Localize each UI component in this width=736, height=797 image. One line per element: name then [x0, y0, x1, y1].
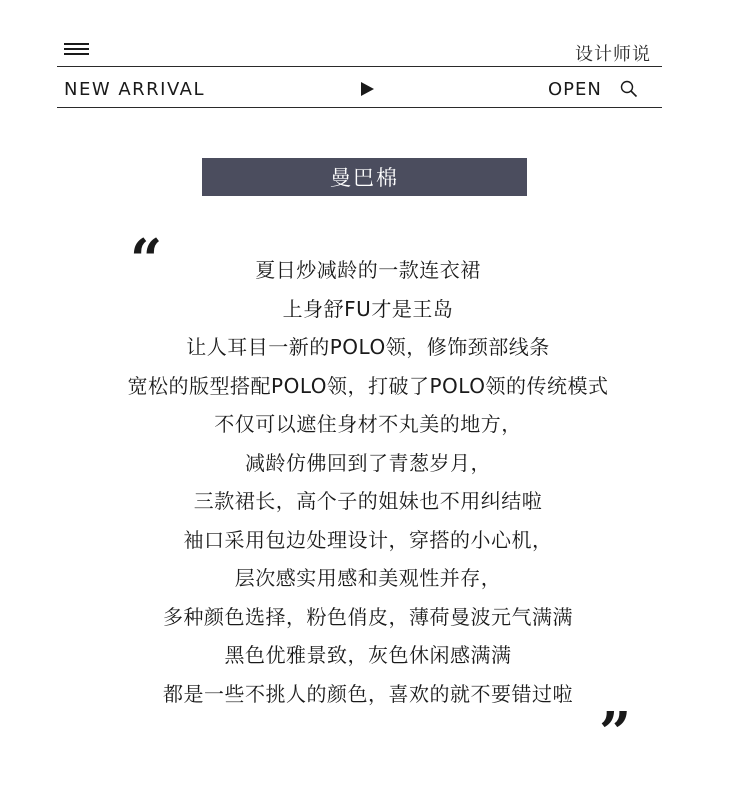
section-title: 曼巴棉 [330, 166, 399, 190]
designer-says-link[interactable]: 设计师说 [575, 44, 651, 65]
new-arrival-link[interactable]: NEW ARRIVAL [64, 79, 205, 100]
header-divider-bottom [57, 107, 662, 108]
description-line: 层次感实用感和美观性并存， [234, 566, 502, 590]
open-button[interactable]: OPEN [548, 79, 602, 100]
description-line: 减龄仿佛回到了青葱岁月， [245, 450, 491, 475]
section-title-banner [202, 158, 527, 196]
description-line: 让人耳目一新的POLO领，修饰颈部线条 [186, 335, 550, 359]
description-line: 不仅可以遮住身材不丸美的地方， [214, 412, 522, 436]
description-text [0, 255, 736, 717]
header-divider-top [57, 66, 662, 67]
description-line: 夏日炒减龄的一款连衣裙 [255, 258, 481, 282]
description-line: 上身舒FU才是王岛 [282, 296, 454, 321]
close-quote-mark: ” [599, 700, 632, 766]
description-line: 三款裙长，高个子的姐妹也不用纠结啦 [193, 489, 543, 513]
description-line: 宽松的版型搭配POLO领，打破了POLO领的传统模式 [127, 373, 609, 398]
hamburger-menu-icon[interactable] [64, 43, 89, 59]
description-line: 都是一些不挑人的颜色，喜欢的就不要错过啦 [163, 681, 573, 706]
open-quote-mark: “ [130, 227, 163, 293]
search-icon[interactable] [620, 80, 638, 98]
play-icon[interactable] [361, 82, 374, 96]
description-line: 袖口采用包边处理设计，穿搭的小心机， [183, 527, 553, 552]
description-line: 多种颜色选择，粉色俏皮，薄荷曼波元气满满 [163, 604, 573, 629]
description-line: 黑色优雅景致，灰色休闲感满满 [224, 643, 512, 667]
